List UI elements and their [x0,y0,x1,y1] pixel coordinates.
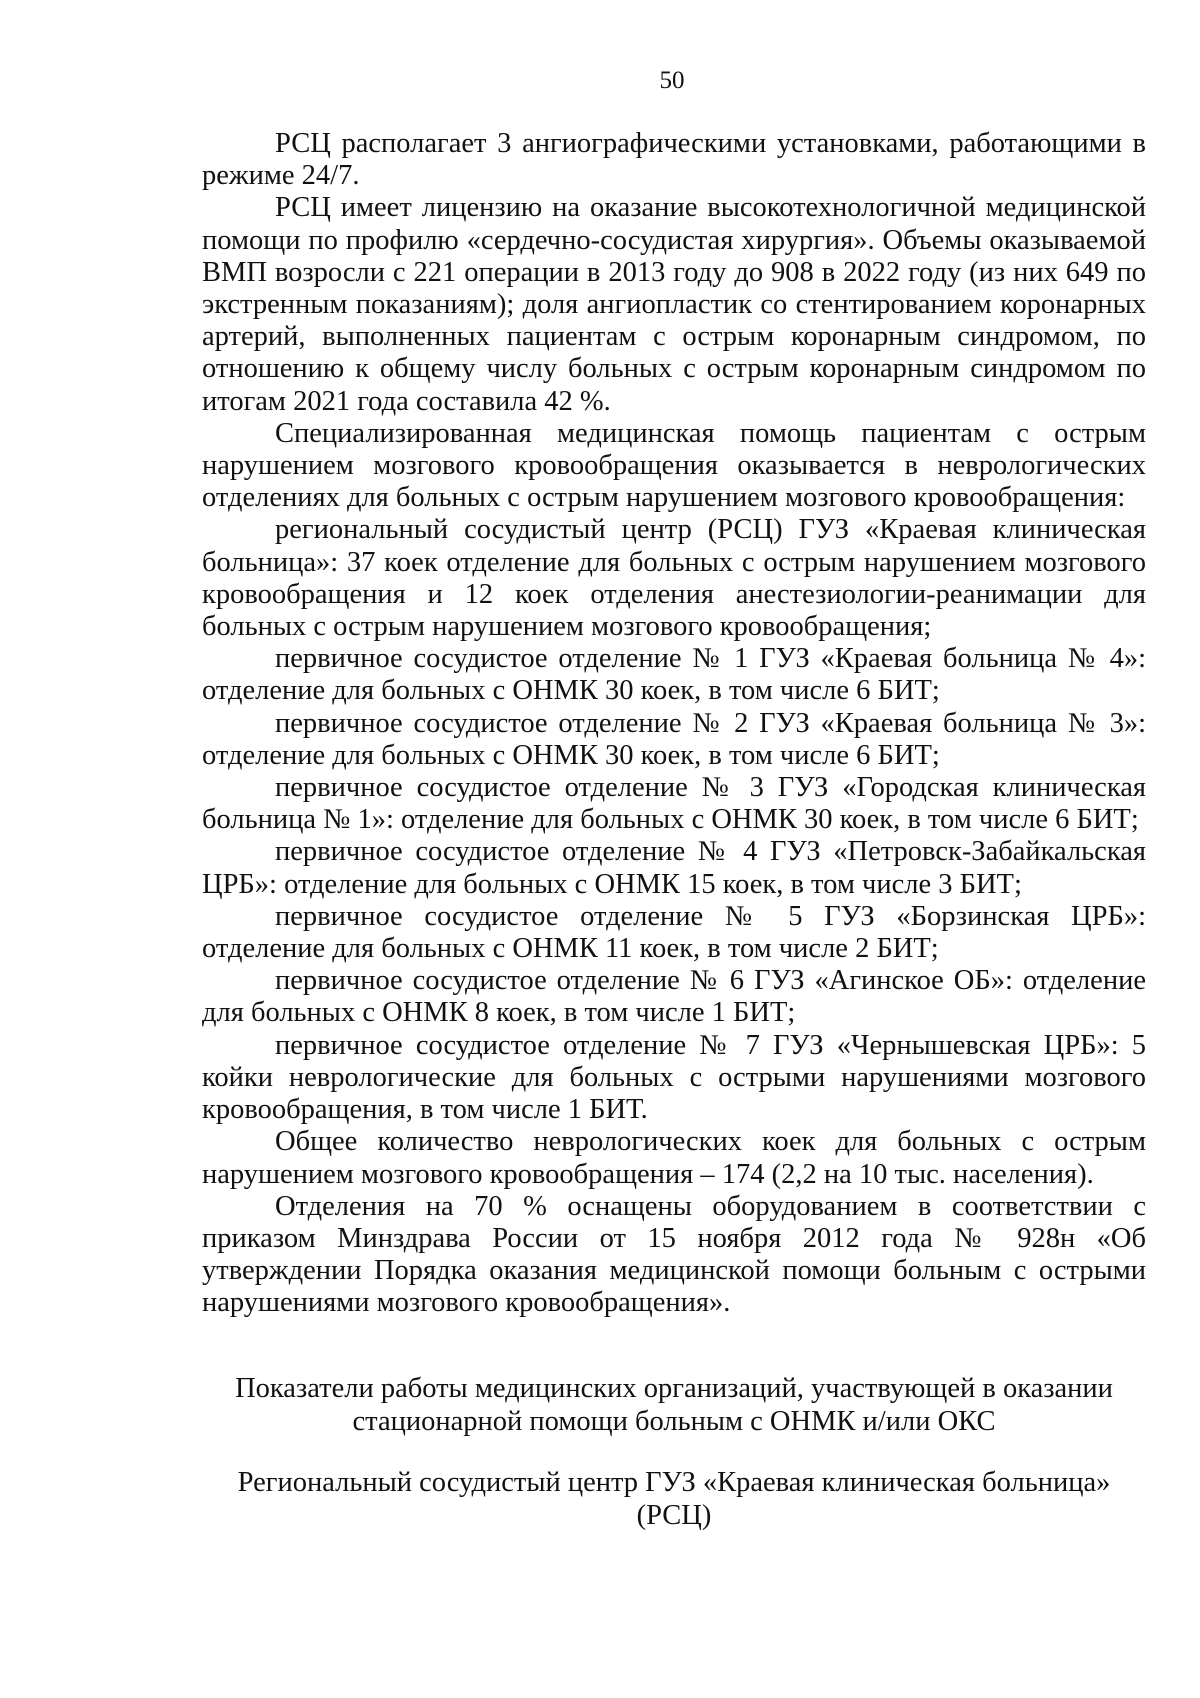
section-heading-indicators: Показатели работы медицинских организаций, участвующей в оказании стационарной помощи больным с ОНМК и/или ОКС [235,1373,1113,1437]
paragraph-equipment: Отделения на 70 % оснащены оборудованием в соответствии с приказом Минздрава России от 15 ноября 2012 года № 928н «Об утверждении Порядка оказания медицинской помощи больным с острыми нарушениями мозгового кровообращения». [202,1190,1146,1319]
paragraph-pso-4: первичное сосудистое отделение № 4 ГУЗ «Петровск-Забайкальская ЦРБ»: отделение для больных с ОНМК 15 коек, в том числе 3 БИТ; [202,836,1146,900]
paragraph-angiography: РСЦ располагает 3 ангиографическими установками, работающими в режиме 24/7. [202,128,1146,192]
paragraph-pso-1: первичное сосудистое отделение № 1 ГУЗ «Краевая больница № 4»: отделение для больных с ОНМК 30 коек, в том числе 6 БИТ; [202,643,1146,707]
paragraph-license: РСЦ имеет лицензию на оказание высокотехнологичной медицинской помощи по профилю «сердечно-сосудистая хирургия». Объемы оказываемой ВМП возросли с 221 операции в 2013 году до 908 в 2022 году (из них 649 по экстренным показаниям); доля ангиопластик со стентированием коронарных артерий, выполненных пациентам с острым коронарным синдромом, по отношению к общему числу больных с острым коронарным синдромом по итогам 2021 года составила 42 %. [202,192,1146,417]
paragraph-pso-6: первичное сосудистое отделение № 6 ГУЗ «Агинское ОБ»: отделение для больных с ОНМК 8 коек, в том числе 1 БИТ; [202,965,1146,1029]
paragraph-rsc: региональный сосудистый центр (РСЦ) ГУЗ «Краевая клиническая больница»: 37 коек отделение для больных с острым нарушением мозгового кровообращения и 12 коек отделения анестезиологии-реанимации для больных с острым нарушением мозгового кровообращения; [202,514,1146,643]
paragraph-pso-2: первичное сосудистое отделение № 2 ГУЗ «Краевая больница № 3»: отделение для больных с ОНМК 30 коек, в том числе 6 БИТ; [202,707,1146,771]
section-heading-rsc: Региональный сосудистый центр ГУЗ «Краевая клиническая больница» (РСЦ) [237,1467,1111,1531]
paragraph-pso-3: первичное сосудистое отделение № 3 ГУЗ «Городская клиническая больница № 1»: отделение для больных с ОНМК 30 коек, в том числе 6 БИТ; [202,772,1146,836]
paragraph-total-beds: Общее количество неврологических коек для больных с острым нарушением мозгового кровообращения – 174 (2,2 на 10 тыс. населения). [202,1126,1146,1190]
paragraph-stroke-care: Специализированная медицинская помощь пациентам с острым нарушением мозгового кровообращения оказывается в неврологических отделениях для больных с острым нарушением мозгового кровообращения: [202,417,1146,514]
paragraph-pso-7: первичное сосудистое отделение № 7 ГУЗ «Чернышевская ЦРБ»: 5 койки неврологические для больных с острыми нарушениями мозгового кровообращения, в том числе 1 БИТ. [202,1029,1146,1126]
body-text [202,128,1146,1320]
page-number: 50 [659,67,685,94]
paragraph-pso-5: первичное сосудистое отделение № 5 ГУЗ «Борзинская ЦРБ»: отделение для больных с ОНМК 11 коек, в том числе 2 БИТ; [202,900,1146,965]
